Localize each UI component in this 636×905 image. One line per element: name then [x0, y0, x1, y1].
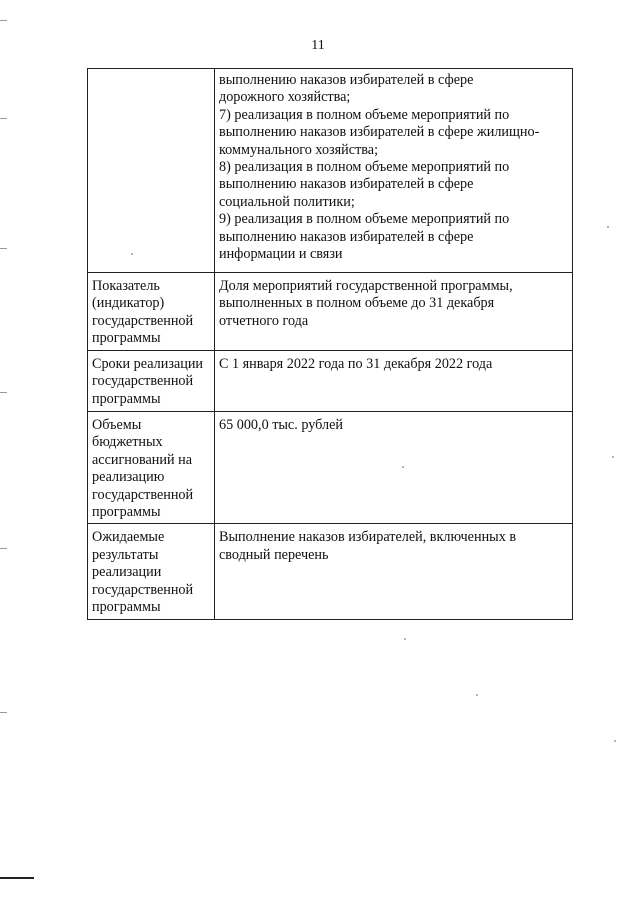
scan-margin-mark: [0, 548, 7, 549]
table-row: [88, 351, 573, 412]
value-line: выполнению наказов избирателей в сфере жилищно-: [219, 124, 540, 141]
label-line: (индикатор): [92, 295, 165, 312]
program-passport-table: [87, 68, 573, 620]
label-line: государственной: [92, 581, 194, 598]
label-cell: [88, 69, 215, 273]
label-line: государственной: [92, 312, 194, 329]
label-line: программы: [92, 390, 161, 407]
value-line: С 1 января 2022 года по 31 декабря 2022 года: [219, 356, 493, 372]
scan-margin-mark: [0, 118, 7, 119]
table-row: [88, 69, 573, 273]
value-line: отчетного года: [219, 312, 309, 329]
value-line: социальной политики;: [219, 193, 355, 210]
table-row: [88, 412, 573, 524]
value-line: Доля мероприятий государственной программы,: [219, 278, 513, 294]
value-cell: [215, 524, 573, 620]
scan-speck: [607, 226, 609, 228]
scan-speck: [402, 466, 404, 468]
label-cell: [88, 524, 215, 620]
label-cell: [88, 351, 215, 412]
label-line: Ожидаемые: [92, 529, 165, 546]
value-line: выполнению наказов избирателей в сфере: [219, 228, 474, 245]
label-cell: [88, 412, 215, 524]
value-line: дорожного хозяйства;: [219, 89, 351, 106]
value-line: Выполнение наказов избирателей, включенных в: [219, 529, 517, 546]
scan-margin-mark: [0, 248, 7, 249]
value-line: коммунального хозяйства;: [219, 141, 379, 158]
value-cell: [215, 69, 573, 273]
scan-speck: [612, 456, 614, 458]
label-line: ассигнований на: [92, 451, 193, 468]
label-line: программы: [92, 504, 161, 521]
label-line: Объемы: [92, 417, 142, 433]
value-line: 7) реализация в полном объеме мероприятий по: [219, 106, 510, 123]
page-number: 11: [311, 38, 325, 53]
label-line: государственной: [92, 486, 194, 503]
table-row: [88, 524, 573, 620]
value-line: выполнению наказов избирателей в сфере: [219, 72, 474, 88]
value-line: выполнению наказов избирателей в сфере: [219, 176, 474, 193]
label-line: программы: [92, 330, 161, 347]
value-line: 8) реализация в полном объеме мероприятий по: [219, 159, 510, 176]
label-line: Показатель: [92, 278, 160, 294]
table-row: [88, 273, 573, 351]
label-line: Сроки реализации: [92, 356, 204, 372]
label-line: реализации: [92, 564, 162, 581]
scan-margin-mark: [0, 877, 34, 879]
value-line: 9) реализация в полном объеме мероприятий по: [219, 211, 510, 228]
label-line: реализацию: [92, 469, 165, 486]
scan-margin-mark: [0, 712, 7, 713]
scan-speck: [476, 694, 478, 696]
value-cell: [215, 273, 573, 351]
scan-margin-mark: [0, 20, 7, 21]
label-line: государственной: [92, 373, 194, 390]
label-line: программы: [92, 599, 161, 616]
scan-speck: [614, 740, 616, 742]
scan-speck: [404, 638, 406, 640]
value-line: 65 000,0 тыс. рублей: [219, 417, 343, 433]
value-line: информации и связи: [219, 246, 343, 263]
label-line: бюджетных: [92, 434, 163, 451]
value-cell: [215, 351, 573, 412]
value-line: сводный перечень: [219, 546, 329, 563]
value-line: выполненных в полном объеме до 31 декабря: [219, 295, 495, 312]
label-line: результаты: [92, 546, 159, 563]
value-cell: [215, 412, 573, 524]
label-cell: [88, 273, 215, 351]
scan-margin-mark: [0, 392, 7, 393]
scan-speck: [131, 253, 133, 255]
